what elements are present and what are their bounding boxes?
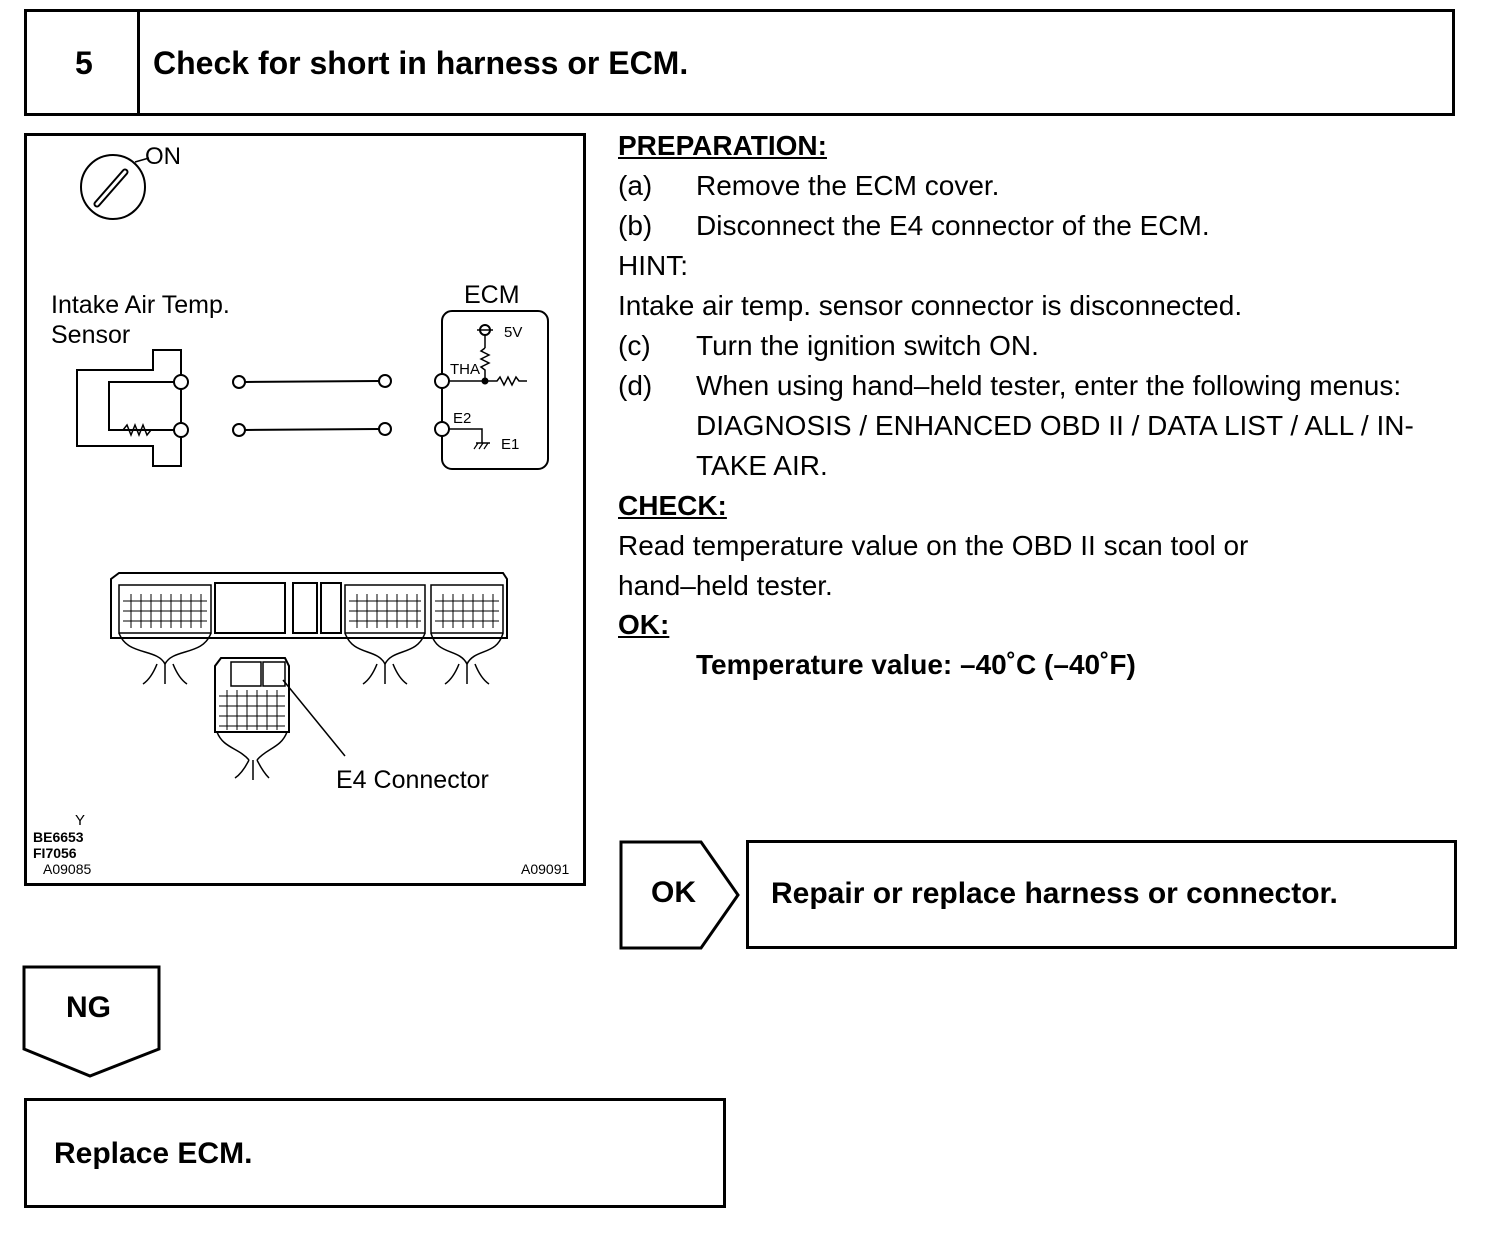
ng-label: NG xyxy=(66,991,111,1024)
e4-connector-drawing xyxy=(215,658,345,780)
figure-code-right: A09091 xyxy=(521,861,570,877)
step-d-marker: (d) xyxy=(618,370,653,401)
e1-label: E1 xyxy=(501,436,520,453)
ecm-unit-drawing xyxy=(111,573,507,684)
ignition-key-icon xyxy=(81,155,149,219)
ok-action-text: Repair or replace harness or connector. xyxy=(771,877,1338,910)
ng-action-box xyxy=(24,1098,726,1208)
step-c-marker: (c) xyxy=(618,330,651,361)
ok-value: Temperature value: –40˚C (–40˚F) xyxy=(696,649,1136,680)
preparation-heading: PREPARATION: xyxy=(618,130,827,161)
wiring-figure xyxy=(24,133,586,886)
ok-label: OK xyxy=(651,876,696,909)
step-d-line3: TAKE AIR. xyxy=(696,450,828,481)
check-heading: CHECK: xyxy=(618,490,727,521)
step-a-text: Remove the ECM cover. xyxy=(696,170,1000,201)
figure-code-left: A09085 xyxy=(43,861,92,877)
e4-connector-label: E4 Connector xyxy=(336,766,489,794)
ecm-label: ECM xyxy=(464,281,520,309)
wiring-diagram xyxy=(27,136,583,883)
ecm-box xyxy=(435,311,548,469)
step-b-text: Disconnect the E4 connector of the ECM. xyxy=(696,210,1210,241)
step-number: 5 xyxy=(75,45,93,81)
harness-wires xyxy=(233,375,391,436)
step-c-text: Turn the ignition switch ON. xyxy=(696,330,1039,361)
figure-code-fi: FI7056 xyxy=(33,845,77,861)
step-b-marker: (b) xyxy=(618,210,653,241)
ok-action-box xyxy=(746,840,1457,949)
tha-label: THA xyxy=(450,361,480,378)
sensor-body xyxy=(77,350,188,466)
header-divider xyxy=(137,12,140,113)
e2-label: E2 xyxy=(453,410,472,427)
figure-code-be: BE6653 xyxy=(33,829,84,845)
check-line2: hand–held tester. xyxy=(618,570,833,601)
hint-heading: HINT: xyxy=(618,250,688,281)
sensor-label-line2: Sensor xyxy=(51,321,131,349)
sensor-label-line1: Intake Air Temp. xyxy=(51,291,230,319)
ng-action-text: Replace ECM. xyxy=(54,1137,253,1170)
check-line1: Read temperature value on the OBD II scan tool or xyxy=(618,530,1249,561)
figure-code-y: Y xyxy=(75,812,86,829)
step-a-marker: (a) xyxy=(618,170,653,201)
ok-heading: OK: xyxy=(618,609,670,640)
hint-text: Intake air temp. sensor connector is disconnected. xyxy=(618,290,1243,321)
step-d-line2: DIAGNOSIS / ENHANCED OBD II / DATA LIST / ALL / IN- xyxy=(696,410,1414,441)
ignition-on-label: ON xyxy=(145,143,181,170)
step-title: Check for short in harness or ECM. xyxy=(153,45,689,81)
step-header xyxy=(24,9,1455,116)
voltage-label: 5V xyxy=(504,324,523,341)
step-d-line1: When using hand–held tester, enter the following menus: xyxy=(696,370,1402,401)
